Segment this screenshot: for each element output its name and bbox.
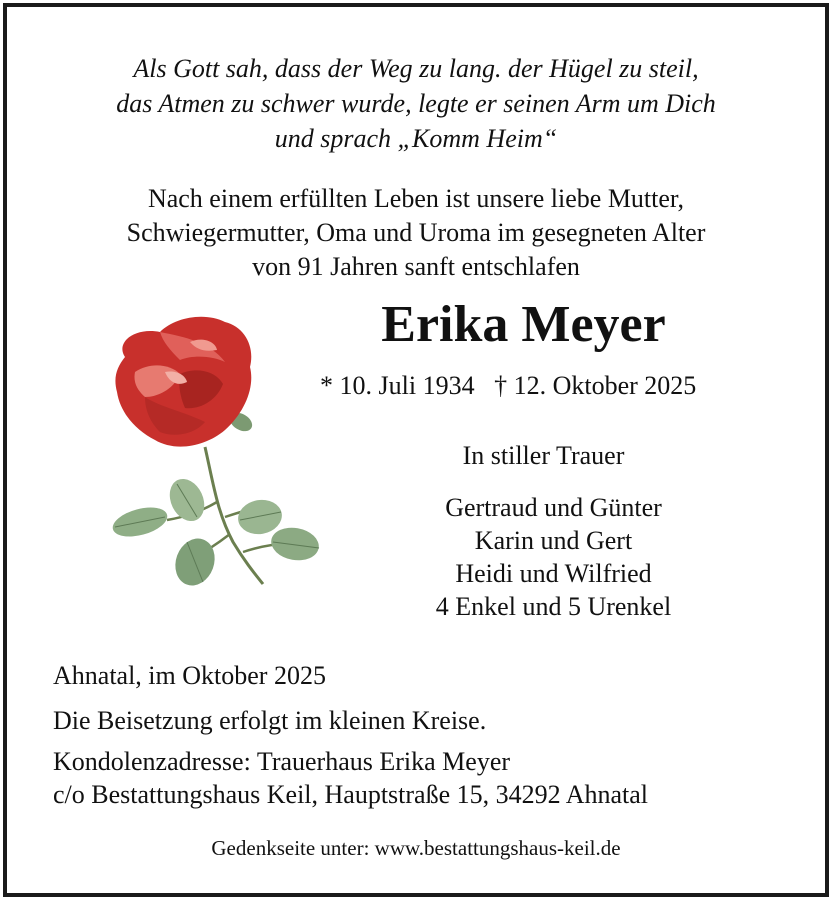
- family-member: Gertraud und Günter: [445, 493, 662, 522]
- family-member: Karin und Gert: [474, 526, 633, 555]
- mourning-heading: In stiller Trauer: [462, 441, 625, 470]
- place-date: Ahnatal, im Oktober 2025: [53, 661, 326, 690]
- birth-date: * 10. Juli 1934: [320, 371, 475, 400]
- intro-line: Schwiegermutter, Oma und Uroma im gesegneten Alter: [126, 218, 706, 247]
- poem-line: das Atmen zu schwer wurde, legte er seinen Arm um Dich: [116, 89, 716, 118]
- life-dates: [320, 369, 696, 403]
- family-member: Heidi und Wilfried: [455, 559, 652, 588]
- family-list: [337, 491, 770, 623]
- poem-line: Als Gott sah, dass der Weg zu lang. der Hügel zu steil,: [133, 54, 699, 83]
- condolence-line: c/o Bestattungshaus Keil, Hauptstraße 15, 34292 Ahnatal: [53, 780, 649, 809]
- condolence-line: Kondolenzadresse: Trauerhaus Erika Meyer: [53, 747, 511, 776]
- poem-line: und sprach „Komm Heim“: [274, 124, 558, 153]
- memorial-website: Gedenkseite unter: www.bestattungshaus-keil.de: [211, 836, 621, 860]
- condolence-address: [53, 745, 648, 811]
- death-date: † 12. Oktober 2025: [494, 371, 697, 400]
- rose-illustration: [105, 312, 330, 597]
- deceased-name: Erika Meyer: [381, 296, 666, 353]
- obituary-notice: [3, 3, 829, 897]
- intro-line: von 91 Jahren sanft entschlafen: [252, 252, 580, 281]
- poem: [7, 51, 825, 156]
- intro-line: Nach einem erfüllten Leben ist unsere liebe Mutter,: [147, 184, 685, 213]
- intro-text: [7, 182, 825, 284]
- funeral-note: Die Beisetzung erfolgt im kleinen Kreise.: [53, 706, 487, 735]
- family-member: 4 Enkel und 5 Urenkel: [435, 592, 672, 621]
